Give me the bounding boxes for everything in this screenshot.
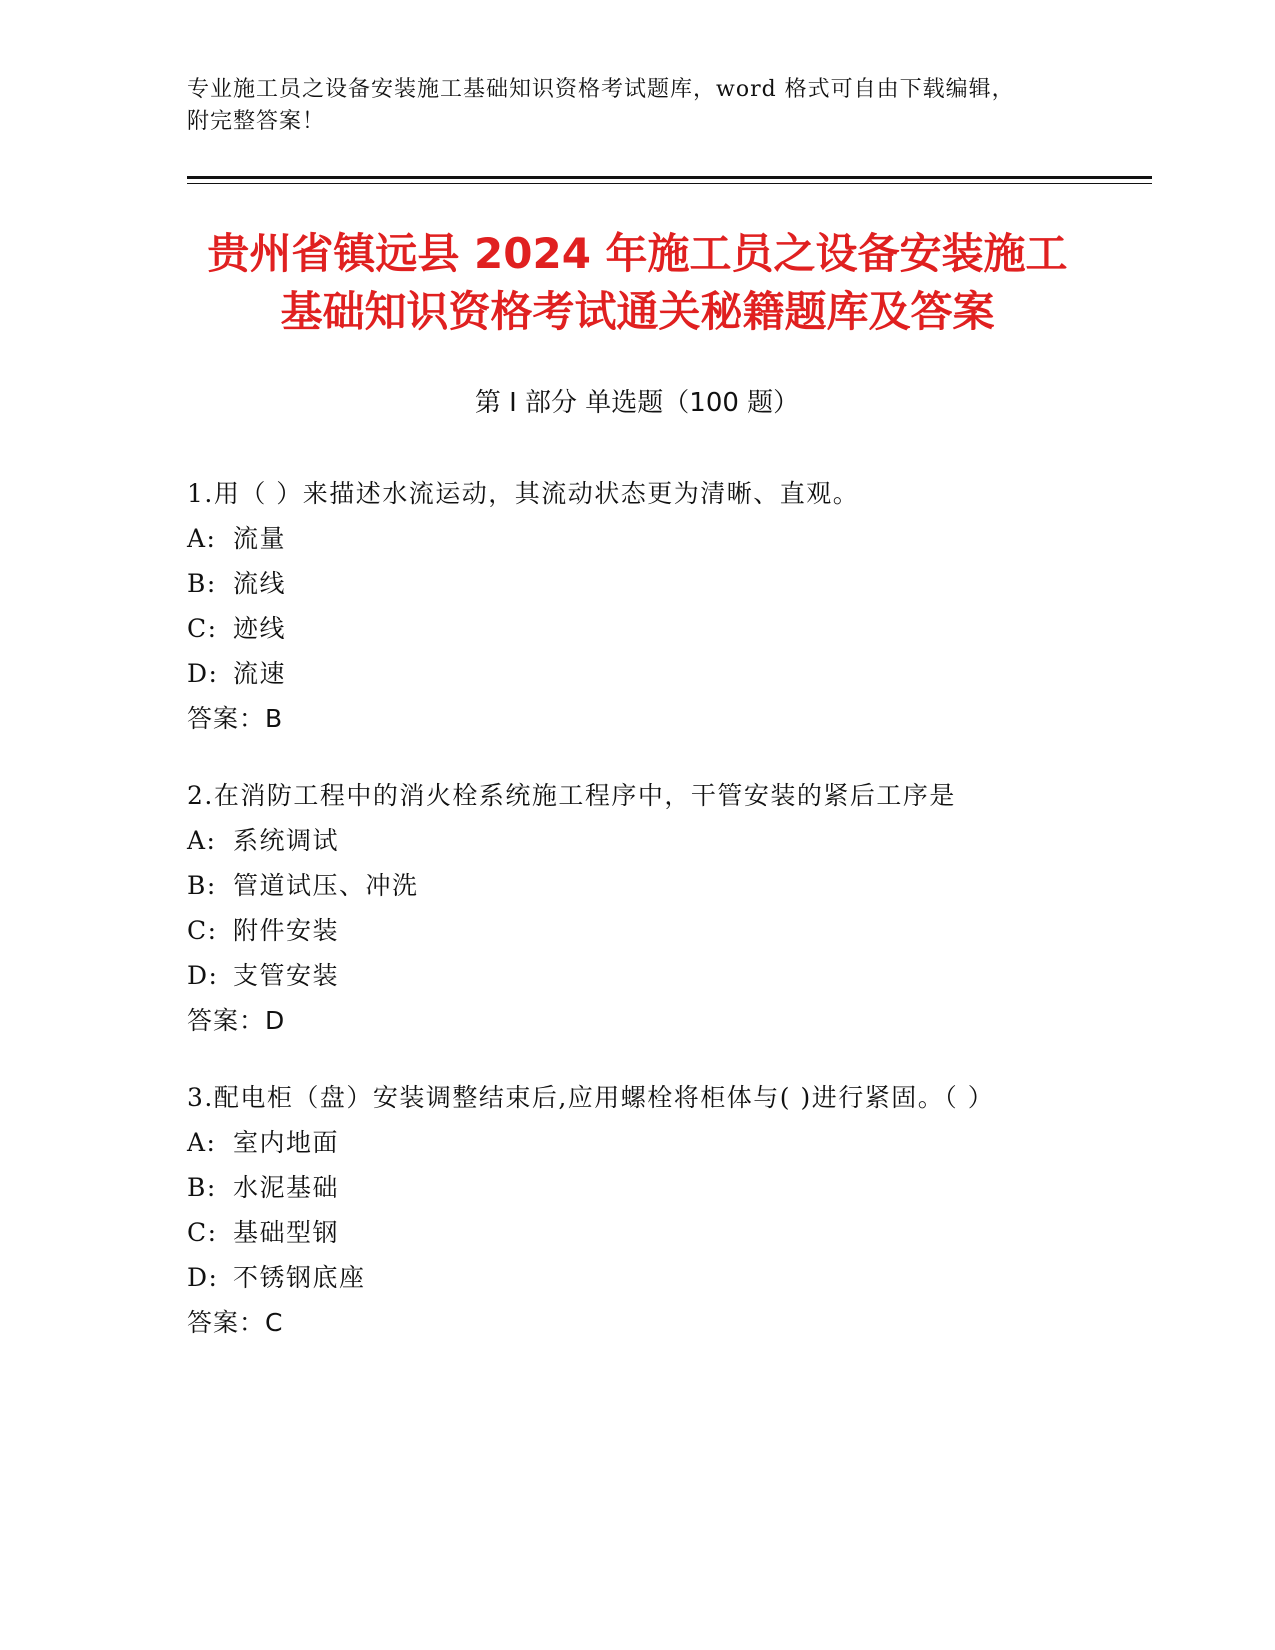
option-text: 支管安装: [233, 961, 340, 990]
option-a: [187, 823, 1087, 858]
question-text: [187, 778, 1087, 813]
option-a: [187, 1125, 1087, 1160]
option-text: 室内地面: [233, 1128, 340, 1157]
header-divider-thick: [187, 176, 1152, 179]
option-text: 流量: [233, 524, 287, 553]
header-divider-thin: [187, 183, 1152, 184]
question-3: [187, 1080, 1087, 1340]
option-key: B:: [187, 569, 217, 598]
option-key: A:: [187, 826, 217, 855]
section-title: 第 I 部分 单选题（100 题）: [474, 388, 800, 418]
question-text: [187, 476, 1087, 511]
question-number: 3.: [187, 1083, 214, 1112]
option-key: C:: [187, 614, 218, 643]
option-key: A:: [187, 1128, 217, 1157]
answer: 答案：B: [187, 704, 284, 733]
option-key: D:: [187, 961, 219, 990]
document-title: [160, 225, 1115, 341]
option-text: 流速: [233, 659, 287, 688]
option-d: [187, 958, 1087, 993]
question-stem: 用（ ）来描述水流运动，其流动状态更为清晰、直观。: [213, 479, 860, 508]
header-note-line2: 附完整答案！: [187, 109, 326, 134]
question-2: [187, 778, 1087, 1038]
option-d: [187, 656, 1087, 691]
document-title-line2: 基础知识资格考试通关秘籍题库及答案: [280, 287, 995, 336]
document-title-line1: 贵州省镇远县 2024 年施工员之设备安装施工: [207, 229, 1068, 278]
option-d: [187, 1260, 1087, 1295]
option-key: B:: [187, 871, 217, 900]
header-note: [187, 74, 1087, 138]
option-key: D:: [187, 659, 219, 688]
question-stem: 配电柜（盘）安装调整结束后,应用螺栓将柜体与( )进行紧固。（ ）: [213, 1083, 995, 1112]
option-text: 管道试压、冲洗: [233, 871, 419, 900]
option-b: [187, 1170, 1087, 1205]
option-text: 迹线: [233, 614, 287, 643]
question-stem: 在消防工程中的消火栓系统施工程序中，干管安装的紧后工序是: [213, 781, 956, 810]
option-text: 流线: [233, 569, 287, 598]
question-list: [187, 476, 1087, 1382]
question-number: 1.: [187, 479, 214, 508]
question-number: 2.: [187, 781, 214, 810]
header-note-line1: 专业施工员之设备安装施工基础知识资格考试题库，word 格式可自由下载编辑，: [187, 77, 1015, 102]
option-key: D:: [187, 1263, 219, 1292]
option-b: [187, 868, 1087, 903]
option-text: 不锈钢底座: [233, 1263, 366, 1292]
option-b: [187, 566, 1087, 601]
option-text: 水泥基础: [233, 1173, 340, 1202]
option-text: 附件安装: [233, 916, 340, 945]
answer: 答案：D: [187, 1006, 286, 1035]
question-text: [187, 1080, 1087, 1115]
option-c: [187, 1215, 1087, 1250]
option-text: 基础型钢: [233, 1218, 340, 1247]
option-key: B:: [187, 1173, 217, 1202]
option-key: A:: [187, 524, 217, 553]
question-1: [187, 476, 1087, 736]
option-c: [187, 913, 1087, 948]
option-key: C:: [187, 916, 218, 945]
option-key: C:: [187, 1218, 218, 1247]
option-c: [187, 611, 1087, 646]
option-a: [187, 521, 1087, 556]
answer: 答案：C: [187, 1308, 284, 1337]
option-text: 系统调试: [233, 826, 340, 855]
